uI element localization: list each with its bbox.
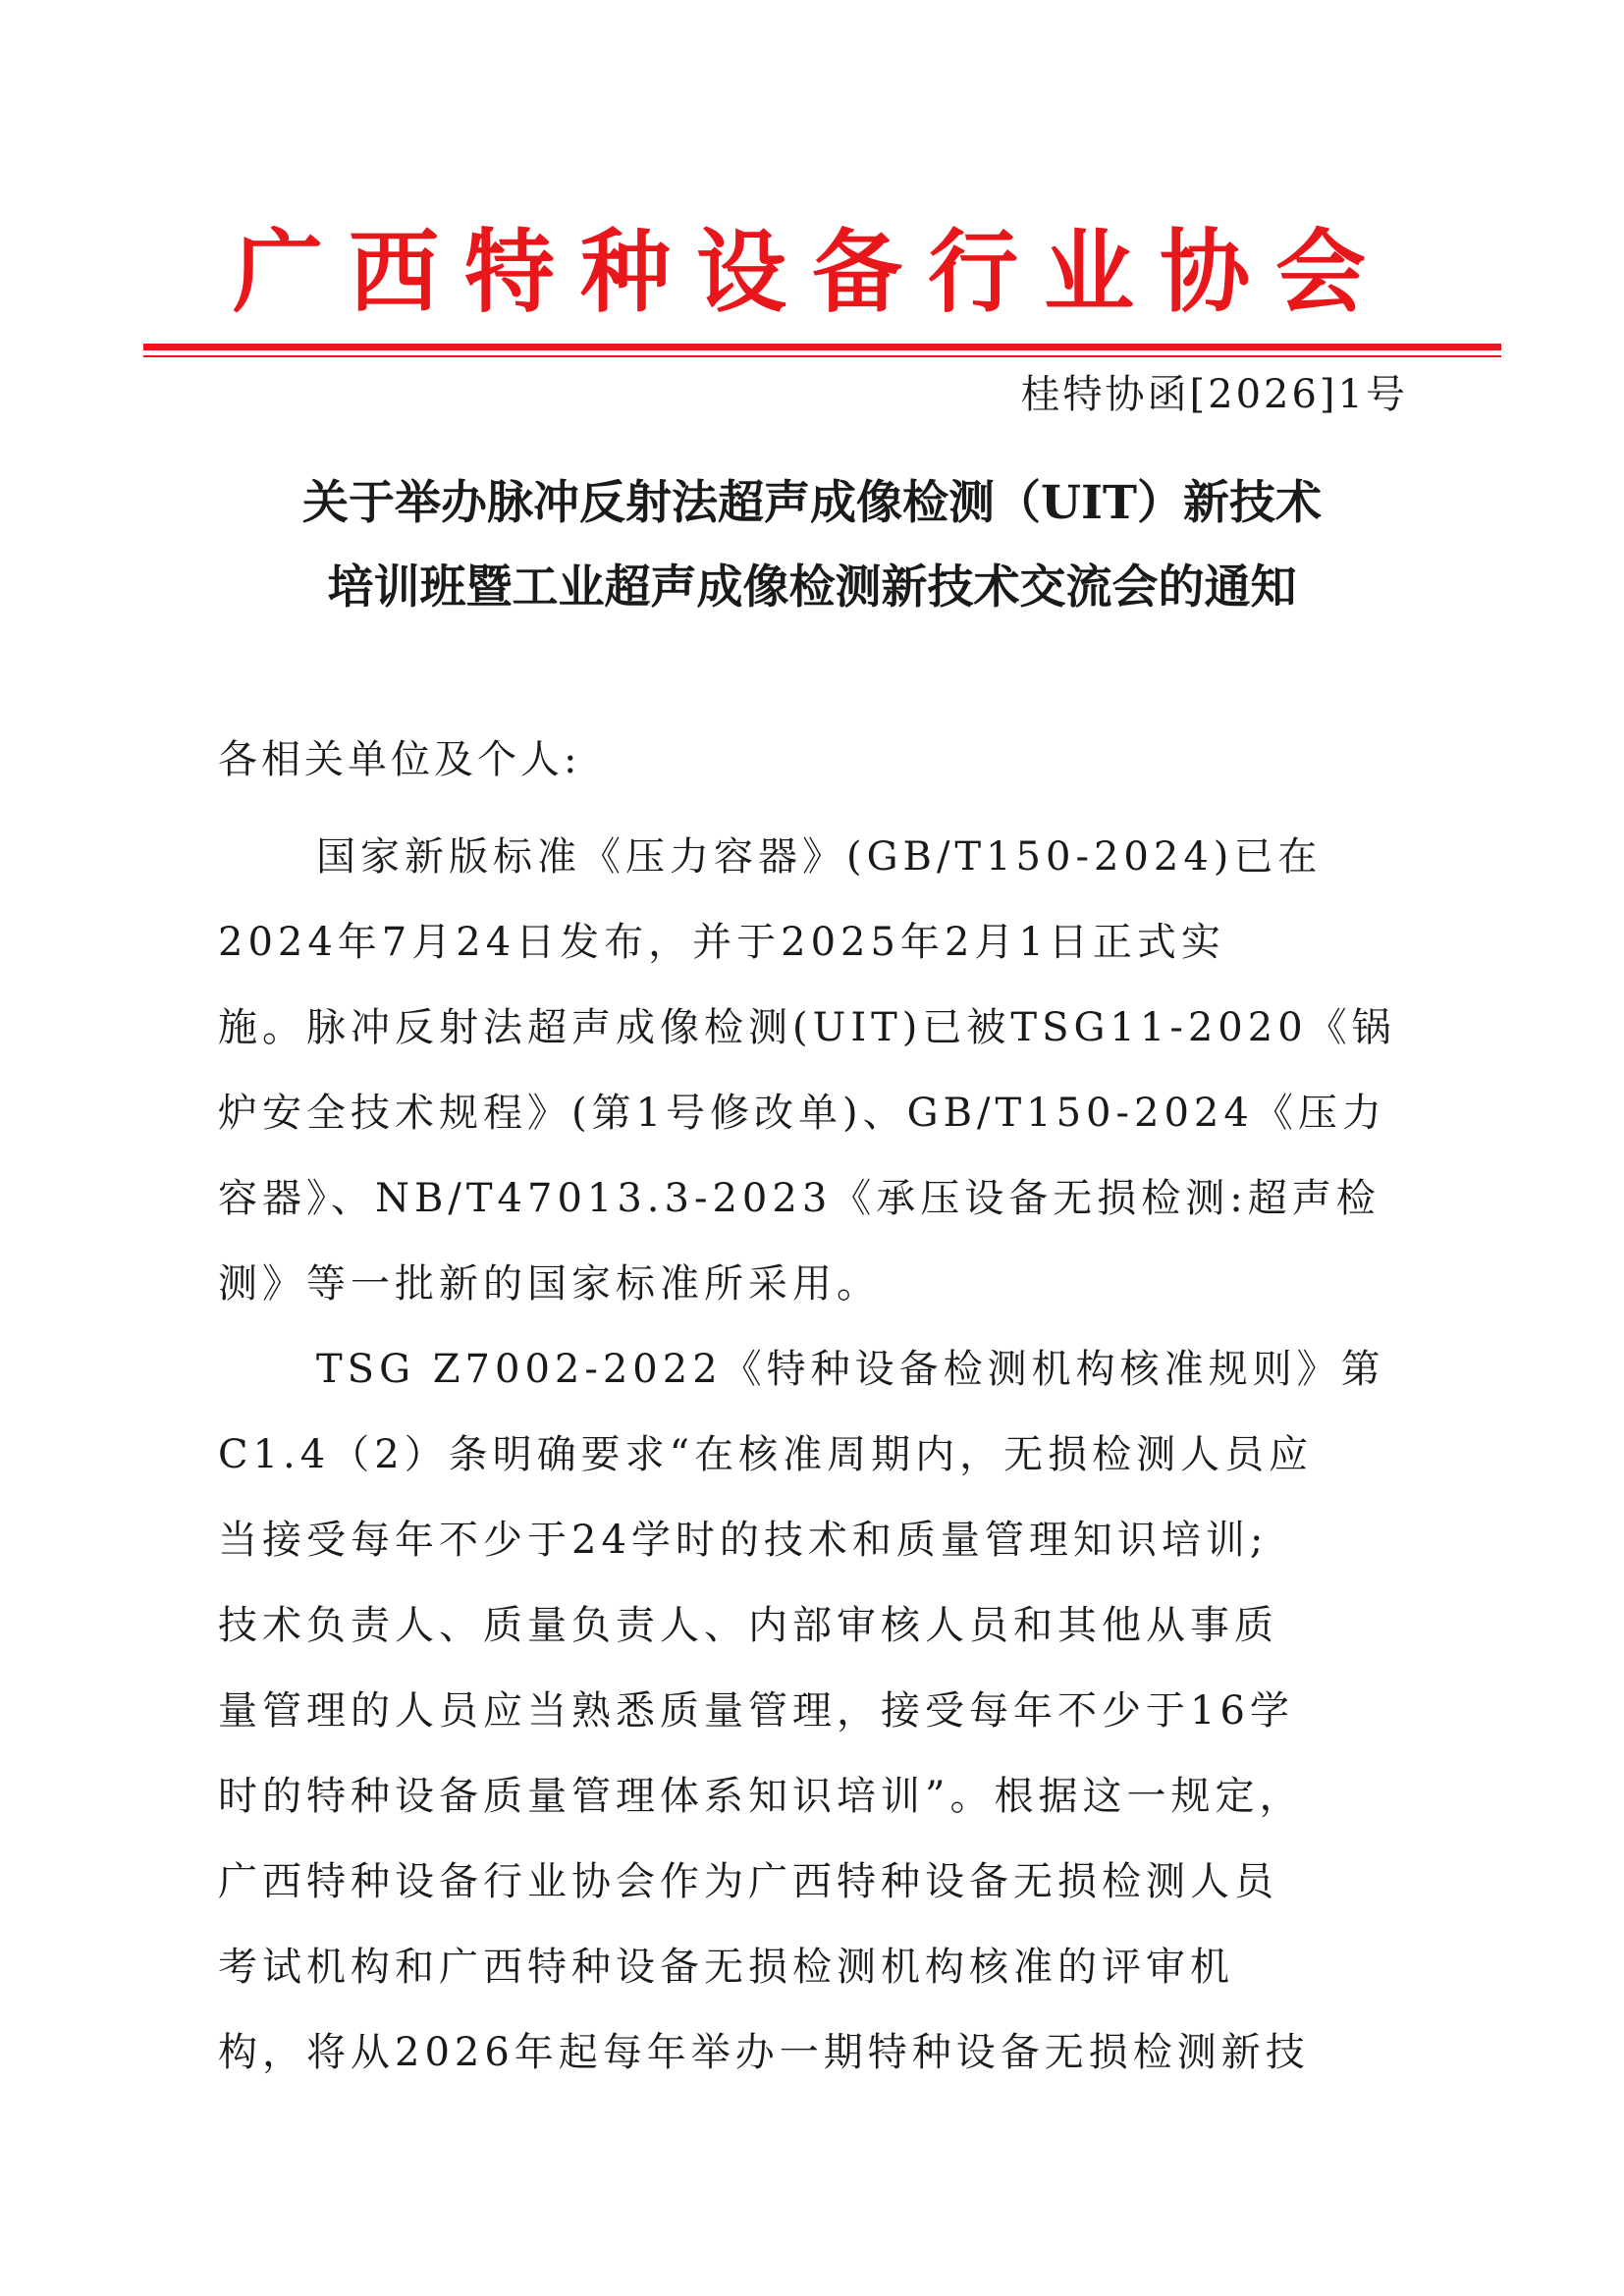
body-line: 时的特种设备质量管理体系知识培训”。根据这一规定，: [218, 1774, 1304, 1819]
body-line: 国家新版标准《压力容器》(GB/T150-2024)已在: [316, 834, 1323, 880]
body-line: 构，将从2026年起每年举办一期特种设备无损检测新技: [218, 2030, 1310, 2075]
body-line: C1.4（2）条明确要求“在核准周期内，无损检测人员应: [218, 1432, 1314, 1477]
body-line: TSG Z7002-2022《特种设备检测机构核准规则》第: [316, 1347, 1385, 1392]
notice-title: [177, 461, 1447, 630]
body-line: 当接受每年不少于24学时的技术和质量管理知识培训;: [218, 1518, 1269, 1563]
organization-letterhead: 广西特种设备行业协会: [232, 219, 1391, 325]
body-line: 考试机构和广西特种设备无损检测机构核准的评审机: [218, 1945, 1234, 1990]
notice-title-line: 培训班暨工业超声成像检测新技术交流会的通知: [327, 561, 1297, 614]
document-number: 桂特协函[2026]1号: [1020, 372, 1408, 417]
body-line: 施。脉冲反射法超声成像检测(UIT)已被TSG11-2020《锅: [218, 1005, 1396, 1050]
body-text: [218, 815, 1406, 2096]
body-line: 技术负责人、质量负责人、内部审核人员和其他从事质: [218, 1603, 1278, 1648]
letterhead-rule-thin: [143, 355, 1501, 357]
body-line: 测》等一批新的国家标准所采用。: [218, 1261, 881, 1307]
letterhead-rule-thick: [143, 344, 1501, 350]
body-line: 广西特种设备行业协会作为广西特种设备无损检测人员: [218, 1859, 1278, 1904]
body-line: 容器》、NB/T47013.3-2023《承压设备无损检测:超声检: [218, 1176, 1380, 1221]
body-line: 炉安全技术规程》(第1号修改单)、GB/T150-2024《压力: [218, 1091, 1386, 1136]
notice-title-line: 关于举办脉冲反射法超声成像检测（UIT）新技术: [302, 476, 1322, 530]
salutation: 各相关单位及个人:: [218, 737, 581, 782]
body-line: 2024年7月24日发布，并于2025年2月1日正式实: [218, 920, 1225, 965]
body-line: 量管理的人员应当熟悉质量管理，接受每年不少于16学: [218, 1688, 1294, 1734]
